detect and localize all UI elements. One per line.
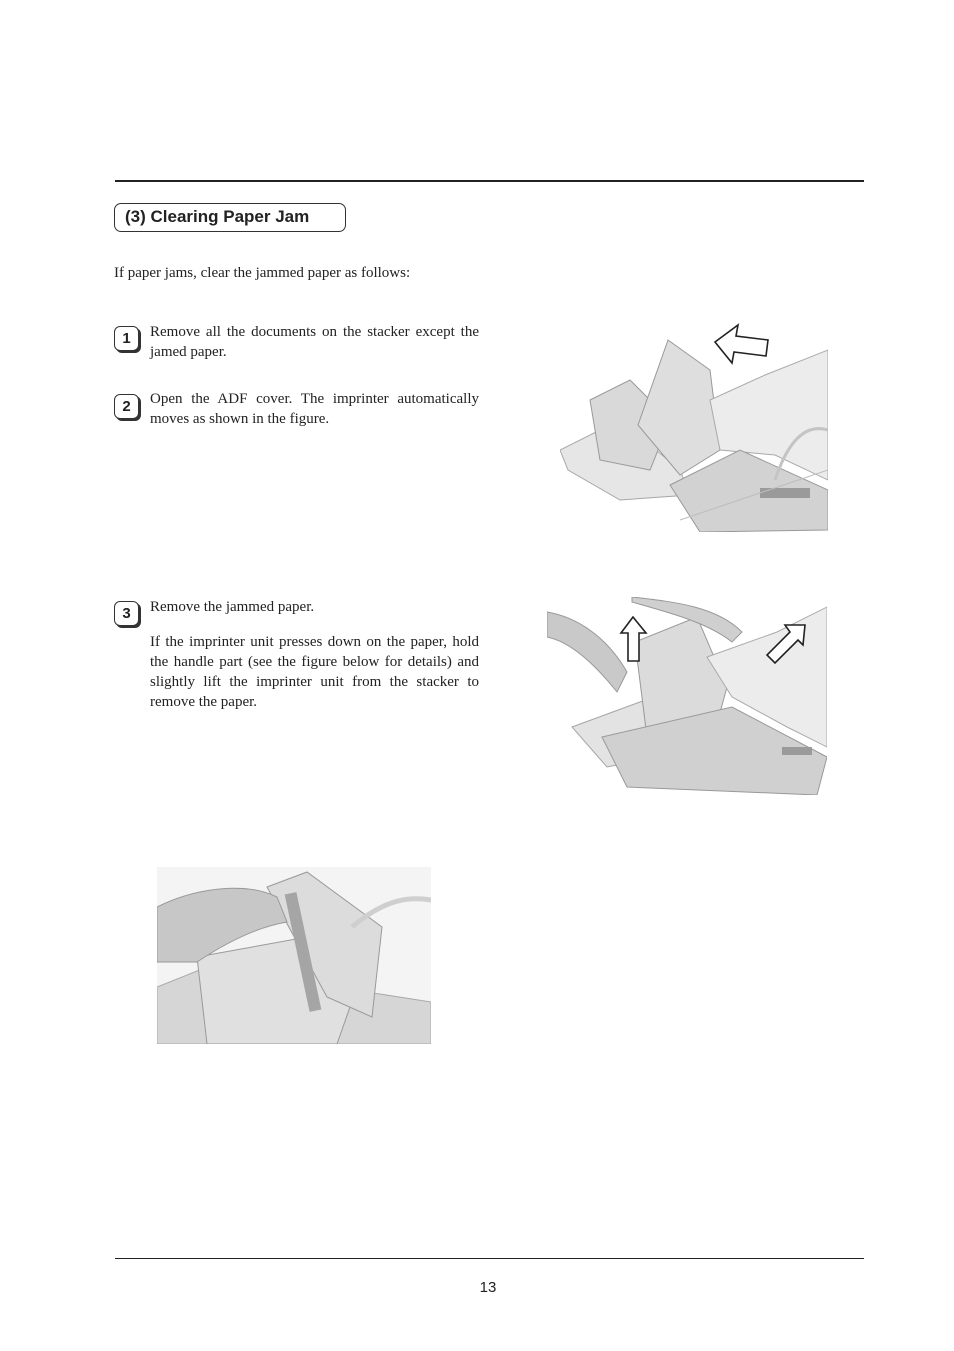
arrow-left-icon — [715, 325, 768, 363]
step-3-text: Remove the jammed paper. — [150, 599, 315, 615]
remove-jammed-paper-photo — [547, 597, 827, 795]
top-rule — [115, 180, 864, 182]
scanner-open-adf-photo — [560, 320, 828, 532]
bottom-rule — [115, 1258, 864, 1259]
page-number: 13 — [479, 1279, 497, 1296]
section-title: (3) Clearing Paper Jam — [125, 207, 310, 226]
step-1-badge: 1 — [114, 326, 139, 351]
step-1-text: Remove all the documents on the stacker except the jamed paper. — [150, 324, 479, 360]
step-3-badge: 3 — [114, 601, 139, 626]
step-3-detail: If the imprinter unit presses down on the paper, hold the handle part (see the figure below for details) and slightly lift the imprinter unit from the stacker to remove the paper. — [150, 634, 479, 710]
intro-text: If paper jams, clear the jammed paper as follows: — [114, 265, 411, 281]
imprinter-handle-detail-photo — [157, 867, 431, 1044]
step-2-badge: 2 — [114, 394, 139, 419]
section-heading-box — [114, 203, 346, 232]
step-2-text: Open the ADF cover. The imprinter automatically moves as shown in the figure. — [150, 391, 479, 427]
